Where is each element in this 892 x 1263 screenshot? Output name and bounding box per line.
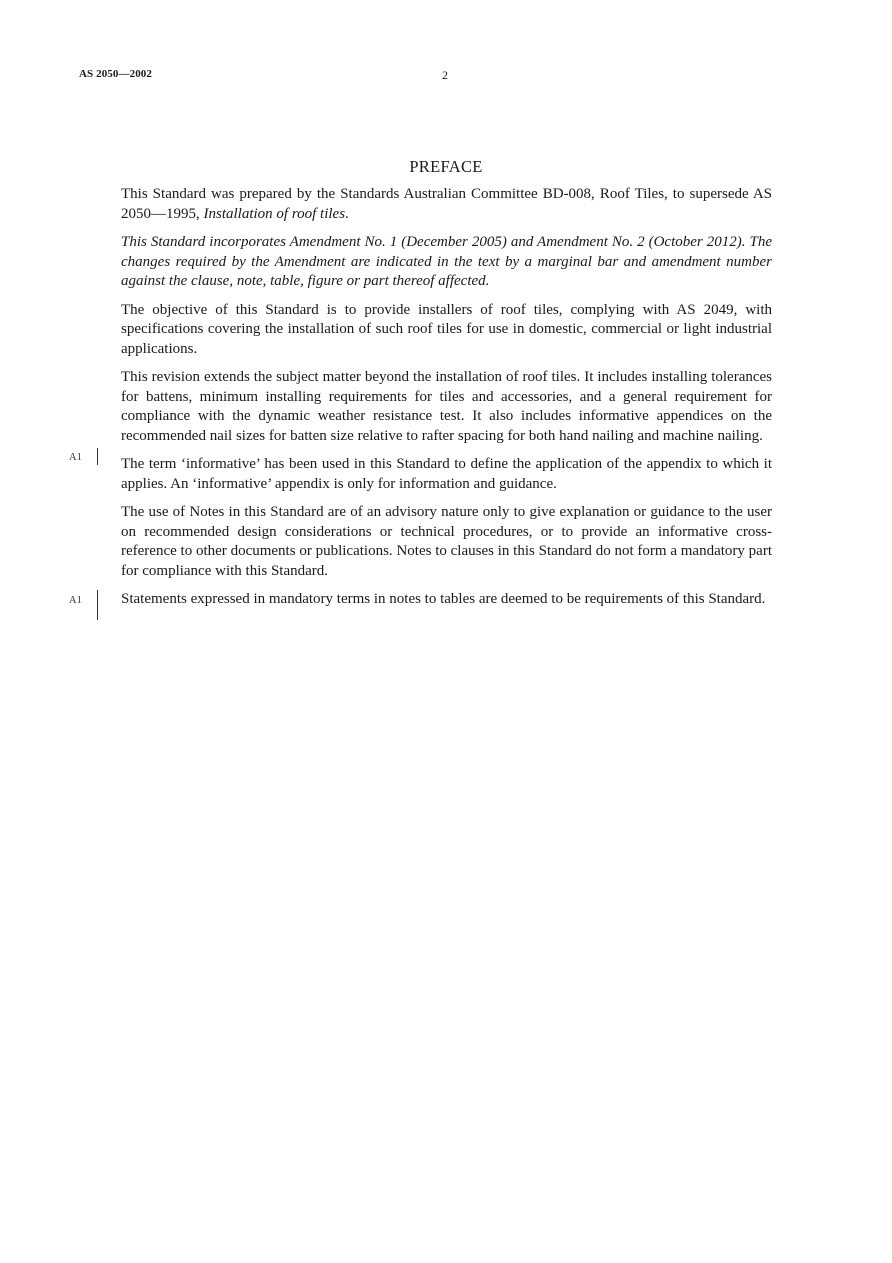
preface-body — [69, 185, 772, 619]
amendment-bar — [97, 448, 98, 465]
paragraph-amendments: This Standard incorporates Amendment No. 1 (December 2005) and Amendment No. 2 (October 2012). The changes required by the Amendment are indicated in the text by a marginal bar and amendment number against the clause, note, table, figure or part thereof affected. — [121, 234, 772, 289]
page-title: PREFACE — [409, 157, 483, 176]
paragraph-committee — [121, 185, 772, 224]
amendment-marker: A1 — [69, 452, 82, 463]
paragraph-notes: The use of Notes in this Standard are of an advisory nature only to give explanation or guidance to the user on recommended design considerations or technical procedures, or to provide an informative cross-reference to other documents or publications. Notes to clauses in this Standard do not form a mandatory part for compliance with this Standard. — [121, 504, 772, 579]
paragraph-objective: The objective of this Standard is to provide installers of roof tiles, complying with AS 2049, with specifications covering the installation of such roof tiles for use in domestic, commercial or light industrial applications. — [121, 301, 772, 357]
paragraph-committee-text: This Standard was prepared by the Standards Australian Committee BD-008, Roof Tiles, to supersede AS 2050—1995, — [121, 186, 772, 222]
superseded-title: Installation of roof tiles — [203, 205, 346, 222]
running-head: AS 2050—2002 — [79, 68, 153, 80]
amendment-bar — [97, 590, 98, 620]
amendment-marker: A1 — [69, 595, 82, 606]
paragraph-informative: The term ‘informative’ has been used in this Standard to define the application of the appendix to which it applies. An ‘informative’ appendix is only for information and guidance. — [121, 456, 772, 492]
paragraph-revision-text: This revision extends the subject matter beyond the installation of roof tiles. It includes installing tolerances for battens, minimum installing requirements for tiles and accessories, and a general requirement for compliance with the dynamic weather resistance test. It also includes informative appendices on the recommended nail sizes for batten size relative to rafter spacing for both hand nailing and machine nailing. — [121, 369, 772, 444]
paragraph-committee-end: . — [345, 205, 349, 222]
paragraph-revision — [69, 368, 772, 463]
paragraph-statements — [69, 590, 772, 610]
page-number: 2 — [442, 68, 448, 82]
paragraph-statements-text: Statements expressed in mandatory terms in notes to tables are deemed to be requirements of this Standard. — [121, 591, 766, 607]
